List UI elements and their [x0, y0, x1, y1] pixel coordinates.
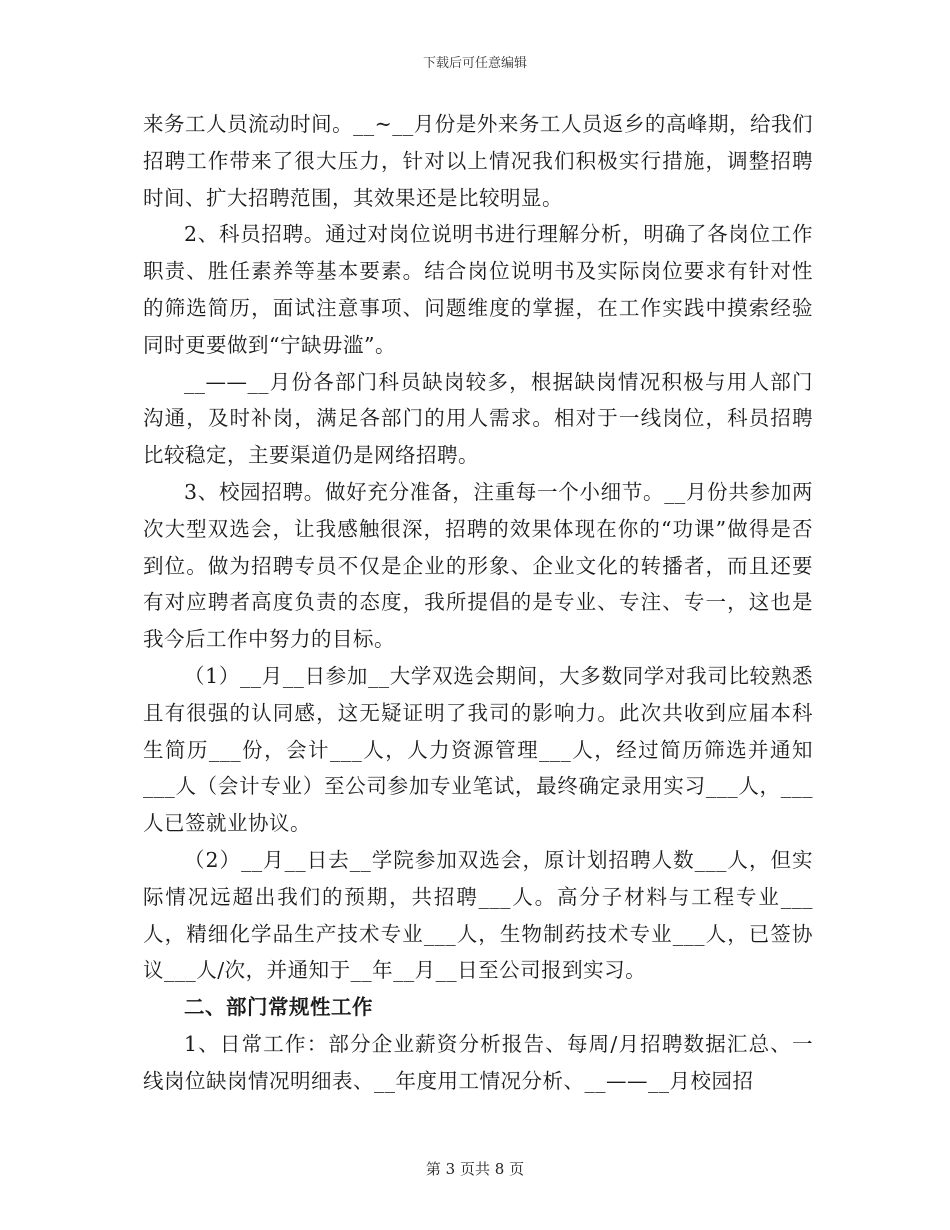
paragraph-continuation: 来务工人员流动时间。__~__月份是外来务工人员返乡的高峰期，给我们招聘工作带来了很大压力，针对以上情况我们积极实行措施，调整招聘时间、扩大招聘范围，其效果还是比较明显。: [143, 112, 813, 210]
page-number: 第 3 页共 8 页: [425, 1160, 525, 1178]
section-heading: 二、部门常规性工作: [184, 995, 373, 1020]
page-header: 下载后可任意编辑: [422, 56, 527, 71]
paragraph-campus-recruitment: 3、校园招聘。做好充分准备，注重每一个小细节。__月份共参加两次大型双选会，让我感触很深，招聘的效果体现在你的“功课”做得是否到位。做为招聘专员不仅是企业的形象、企业文化的转播者，而且还要有对应聘者高度负责的态度，我所提倡的是专业、专注、专一，这也是我今后工作中努力的目标。: [143, 479, 813, 652]
paragraph-college-fair: （2）__月__日去__学院参加双选会，原计划招聘人数___人，但实际情况远超出我们的预期，共招聘___人。高分子材料与工程专业___人，精细化学品生产技术专业___人，生物制药技术专业___人，已签协议___人/次，并通知于__年__月__日至公司报到实习。: [143, 847, 813, 983]
document-body: [143, 106, 813, 1100]
paragraph-university-fair: （1）__月__日参加__大学双选会期间，大多数同学对我司比较熟悉且有很强的认同感，这无疑证明了我司的影响力。此次共收到应届本科生简历___份，会计___人，人力资源管理___人，经过简历筛选并通知___人（会计专业）至公司参加专业笔试，最终确定录用实习___人，___人已签就业协议。: [143, 663, 813, 836]
paragraph-daily-work: 1、日常工作：部分企业薪资分析报告、每周/月招聘数据汇总、一线岗位缺岗情况明细表、__年度用工情况分析、__——__月校园招: [143, 1031, 813, 1093]
paragraph-staff-shortage: __——__月份各部门科员缺岗较多，根据缺岗情况积极与用人部门沟通，及时补岗，满足各部门的用人需求。相对于一线岗位，科员招聘比较稳定，主要渠道仍是网络招聘。: [143, 369, 813, 468]
paragraph-staff-recruitment: 2、科员招聘。通过对岗位说明书进行理解分析，明确了各岗位工作职责、胜任素养等基本要素。结合岗位说明书及实际岗位要求有针对性的筛选简历，面试注意事项、问题维度的掌握，在工作实践中摸索经验同时更要做到“宁缺毋滥”。: [143, 222, 813, 357]
